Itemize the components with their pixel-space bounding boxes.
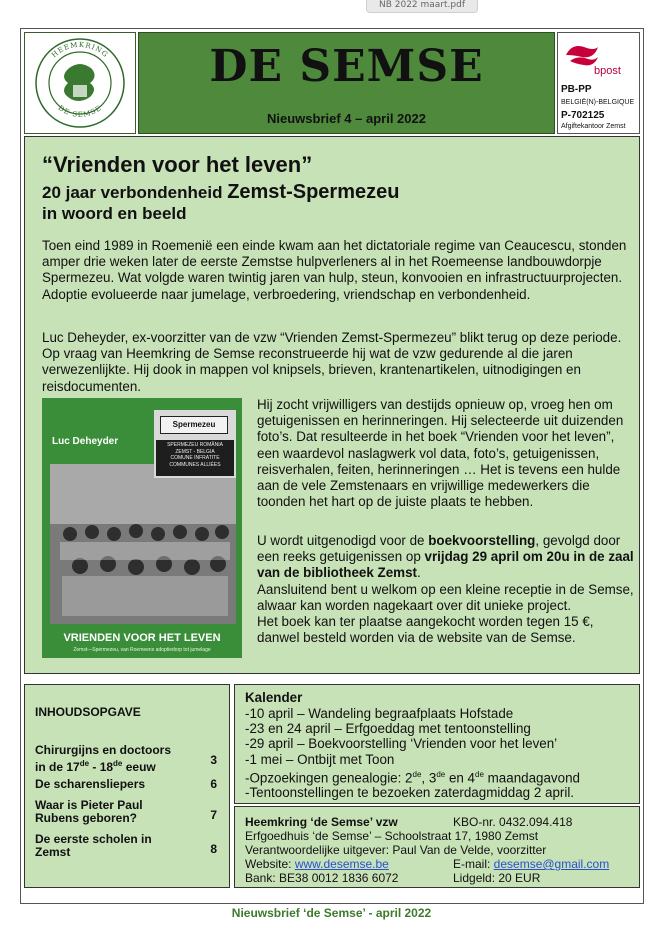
bank-account: Bank: BE38 0012 1836 6072 [245,871,399,885]
calendar-item [245,767,580,786]
invite-text: , gevolgd door een reeks getuigenissen op [257,533,621,565]
toc-item-title: Waar is Pieter Paul [35,798,143,812]
toc-text: eeuw [122,760,156,774]
toc-page: 3 [210,753,217,767]
toc-sup: de [79,759,90,768]
calendar-item: -Tentoonstellingen te bezoeken zaterdagmiddag 2 april. [245,785,575,801]
table-of-contents [24,684,230,888]
seal-icon [25,33,135,133]
toc-item[interactable] [35,744,217,774]
subhead-emphasis: Zemst-Spermezeu [227,181,400,203]
calendar-list [245,706,580,801]
invite-event: boekvoorstelling [428,533,536,548]
toc-item-title: Chirurgijns en doctoors [35,743,172,757]
calendar-text: en 4 [445,770,476,786]
paragraph-author: Luc Deheyder, ex-voorzitter van de vzw “Vrienden Zemst-Spermezeu” blikt terug op deze periode. Op vraag van Heemkring de Semse reconstrueerde hij wat de vzw gedurende al die jaren verwezenlijkte. Hij dook in mappen vol knipsels, brieven, krantenartikelen, uitnodigingen en reisdocumenten. [42,330,622,394]
plate-line: SPERMEZEU ROMÂNIA [167,442,223,448]
calendar-item: -10 april – Wandeling begraafplaats Hofstade [245,706,514,721]
bpost-wordmark: bpost [594,65,621,77]
plate-line: COMMUNES ALLIÉES [169,461,221,468]
calendar-sup: de [436,769,446,779]
calendar-item: -1 mei – Ontbijt met Toon [245,751,395,767]
postage-line-1: PB-PP [561,84,592,95]
invite-text: . [416,565,421,581]
village-sign [154,410,236,478]
calendar-text: , 3 [421,770,437,786]
group-photo [50,461,236,624]
publisher: Verantwoordelijke uitgever: Paul Van de Velde, voorzitter [245,843,547,857]
email-row [453,857,609,871]
seal-top-text: HEEMKRING [50,40,110,60]
postage-line-4: Afgiftekantoor Zemst [561,123,626,130]
article-subhead-2: in woord en beeld [42,204,187,223]
group-photo-icon [50,461,236,624]
subhead-text: 20 jaar verbondenheid [42,183,228,202]
tab-title: NB 2022 maart.pdf [378,0,465,10]
invite-text: U wordt uitgenodigd voor de [257,533,429,548]
page-footer: Nieuwsbrief ‘de Semse’ - april 2022 [231,906,432,920]
sign-name: Spermezeu [160,416,228,434]
paragraph-invitation [257,533,637,646]
email-link[interactable]: desemse@gmail.com [493,857,610,871]
paragraph-book: Hij zocht vrijwilligers van destijds opnieuw op, vroeg hen om getuigenissen en herinneringen. Hij selecteerde uit duizenden foto’s. Dat resulteerde in het boek “Vrienden voor het leven”, een waardevol naslagwerk vol data, foto’s, getuigenissen, reisverhalen, feiten, herinneringen … Het is tevens een hulde aan de vele Zemstenaars en vrijwillige medewerkers die toonden het hart op de juiste plaats te hebben. [257,397,624,510]
calendar-item: -23 en 24 april – Erfgoeddag met tentoonstelling [245,721,531,737]
calendar-panel [234,684,640,804]
toc-item-title-2: Rubens geboren? [35,811,138,825]
seal-bottom-text: DE SEMSE [56,103,104,119]
paragraph-intro: Toen eind 1989 in Roemenië een einde kwam aan het dictatoriale regime van Ceaucescu, stonden amper drie weken later de eerste Zemstse hulpverleners al in het Roemeense landbouwdorpje Spermezeu. Wat volgde waren twintig jaren van hulp, steun, konvooien en infrastructuurprojecten. Adoptie evolueerde naar jumelage, verbroedering, vriendschap en verbondenheid. [42,238,627,302]
email-label: E-mail: [453,857,494,871]
organisation-info [234,806,640,888]
twin-town-plate [156,440,234,476]
toc-text: in de 17 [35,760,80,774]
postage-box [557,32,640,134]
toc-page: 6 [210,777,217,791]
calendar-text: maandagavond [483,770,580,786]
website-link[interactable]: www.desemse.be [294,857,389,871]
masthead [138,32,555,134]
website-label: Website: [245,857,295,871]
postage-line-3: P-702125 [561,110,605,121]
toc-item[interactable] [35,799,217,825]
org-address: Erfgoedhuis ‘de Semse’ – Schoolstraat 17, 1980 Zemst [245,829,539,843]
heemkring-logo [24,32,136,134]
plate-line: ZEMST - BELGIA [175,448,215,455]
issue-subtitle: Nieuwsbrief 4 – april 2022 [267,111,426,126]
toc-item[interactable] [35,778,217,791]
book-subtitle: Zemst—Spermezeu, van Roemeens adoptiedorp tot jumelage [73,647,211,653]
calendar-title: Kalender [245,690,303,705]
book-title: VRIENDEN VOOR HET LEVEN [63,632,221,644]
calendar-item: -29 april – Boekvoorstelling ‘Vrienden voor het leven’ [245,736,558,752]
calendar-text: -Opzoekingen genealogie: 2 [245,770,413,786]
toc-sup: de [113,759,123,768]
invite-date: vrijdag 29 april om 20u in de zaal van de bibliotheek Zemst [257,549,634,581]
membership-fee: Lidgeld: 20 EUR [453,871,541,885]
viewer-tab[interactable] [366,0,478,13]
toc-page: 7 [210,808,217,822]
toc-item-title: De scharensliepers [35,777,146,791]
toc-item[interactable] [35,833,217,859]
article-headline: “Vrienden voor het leven” [42,152,313,177]
toc-heading: INHOUDSOPGAVE [35,705,141,719]
website-row [245,857,389,871]
svg-text:DE SEMSE [57,104,104,119]
toc-item-title-2 [35,757,217,774]
calendar-sup: de [412,769,422,779]
toc-item-title: De eerste scholen in [35,832,152,846]
toc-text: - 18 [89,760,114,774]
toc-page: 8 [210,842,217,856]
plate-line: COMUNE INFRATITE [170,455,220,461]
postage-line-2: BELGIË(N)-BELGIQUE [561,99,635,106]
kbo-number: KBO-nr. 0432.094.418 [453,815,573,829]
book-author: Luc Deheyder [52,436,119,447]
reception-text: Aansluitend bent u welkom op een kleine receptie in de Semse, alwaar kan worden nagekaart over dit unieke project. [257,581,634,613]
book-cover-image [42,398,242,658]
article-subhead [42,181,399,204]
toc-item-title-2: Zemst [35,845,71,859]
purchase-text: Het boek kan ter plaatse aangekocht worden tegen 15 €, danwel besteld worden via de website van de Semse. [257,614,594,646]
org-name: Heemkring ‘de Semse’ vzw [245,815,398,829]
calendar-sup: de [475,769,484,779]
newsletter-title: DE SEMSE [209,41,484,92]
